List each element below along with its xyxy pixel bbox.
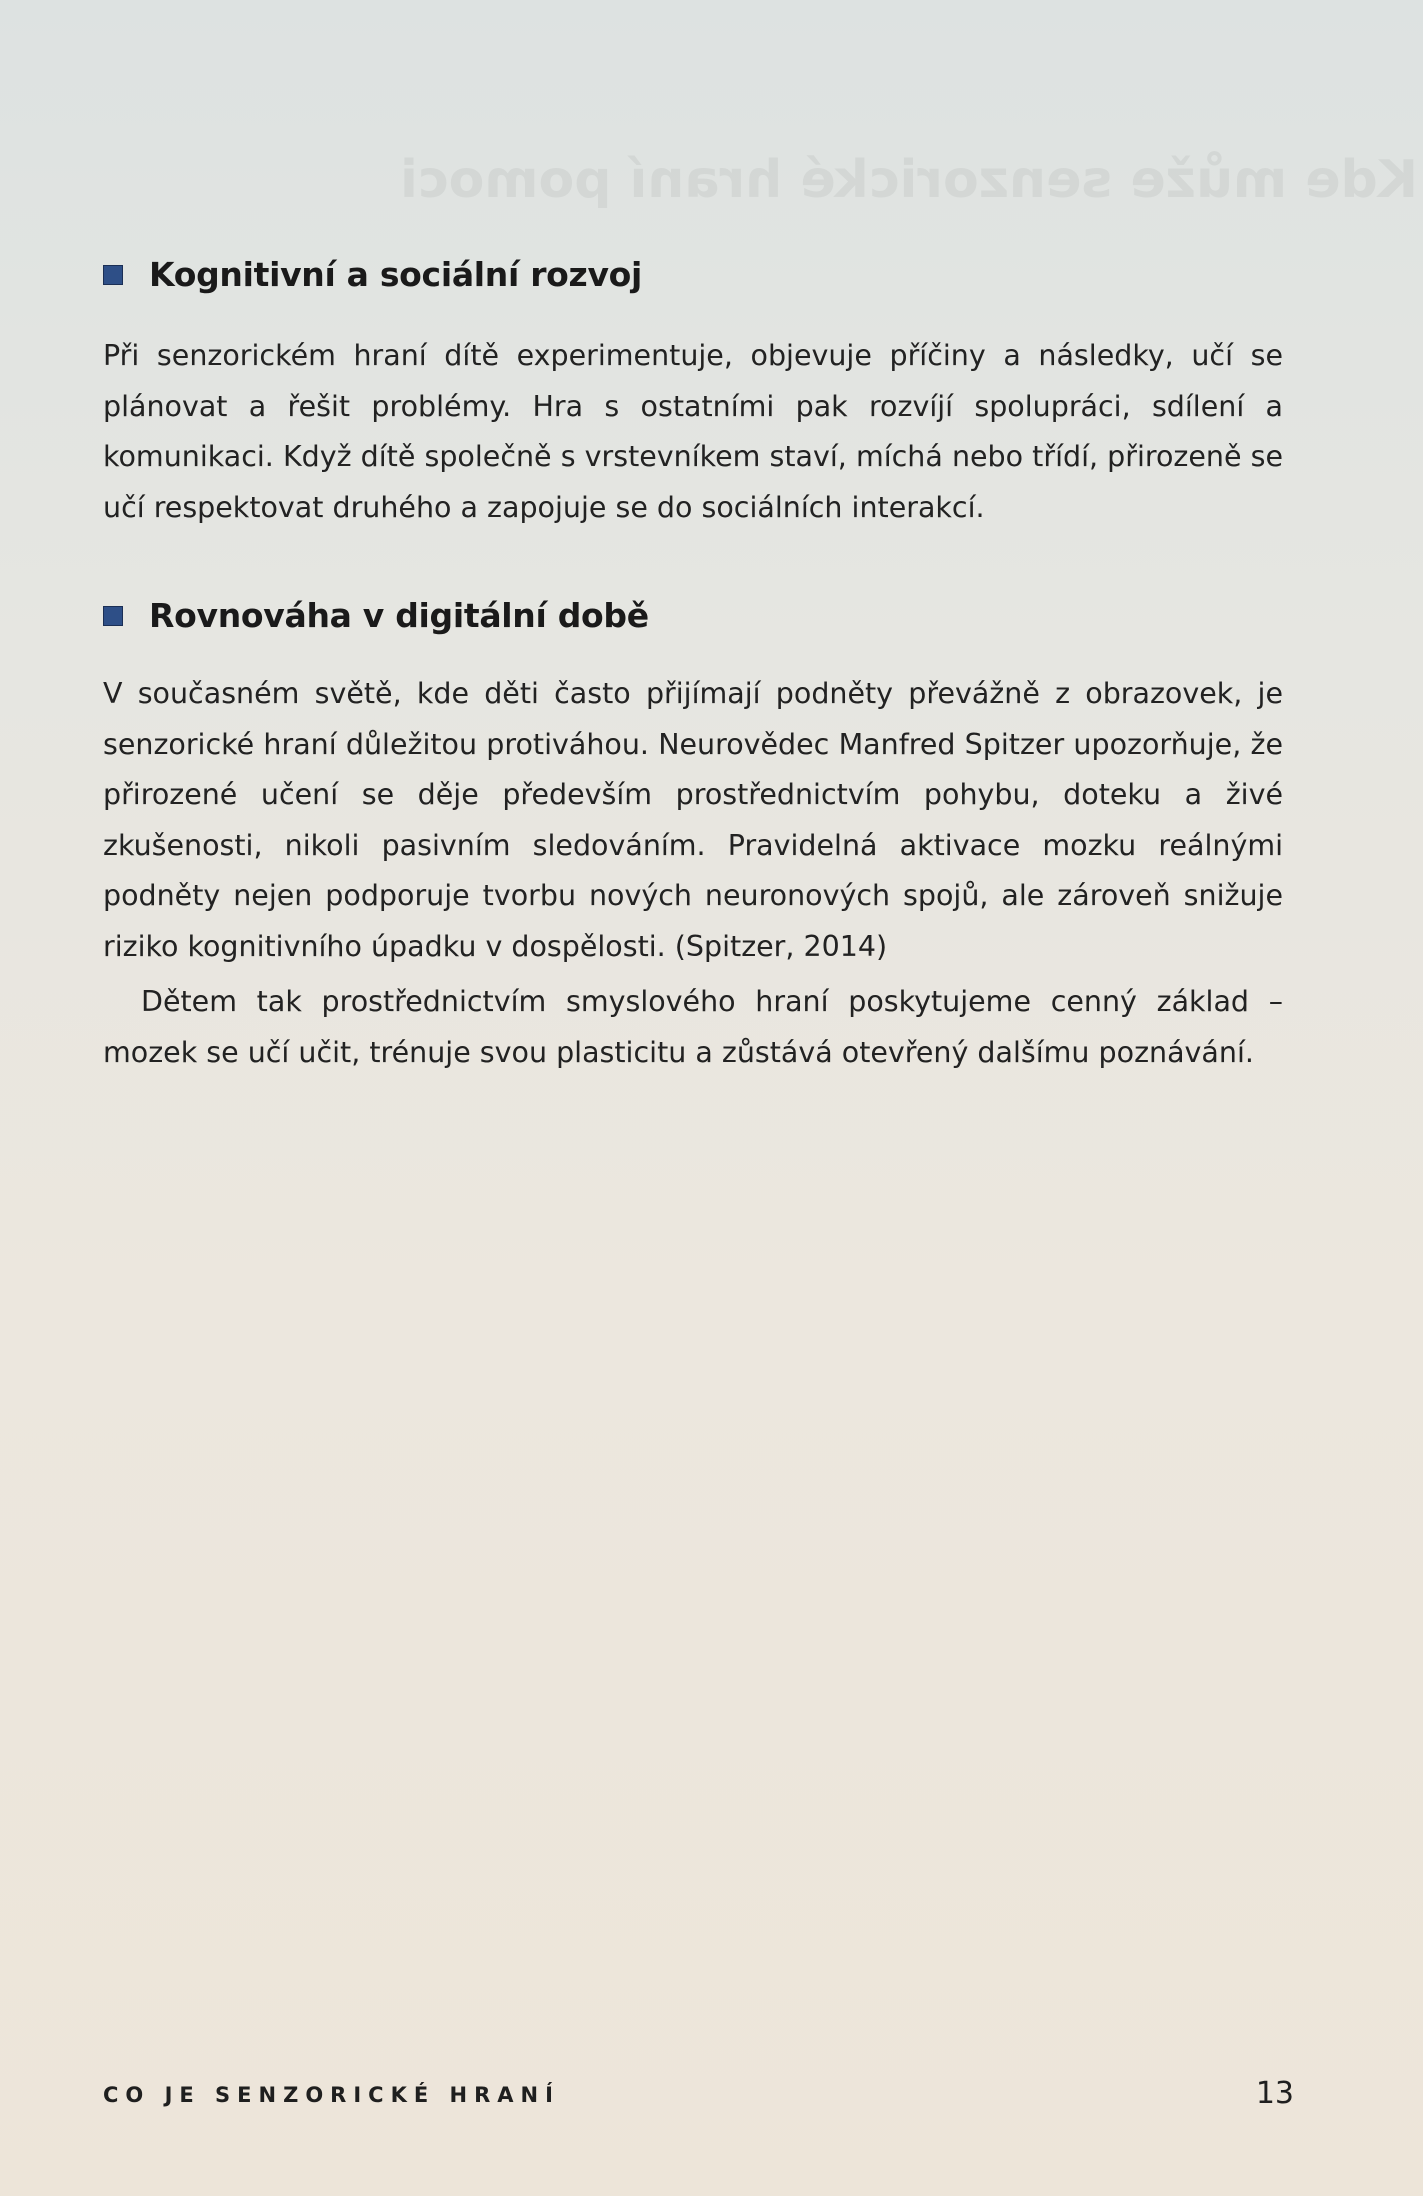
- square-bullet-icon: [103, 606, 123, 626]
- section-heading-text: Kognitivní a sociální rozvoj: [149, 255, 643, 294]
- section-heading-digital-balance: [103, 596, 649, 635]
- running-footer-title: CO JE SENZORICKÉ HRANÍ: [103, 2083, 560, 2107]
- section-heading-text: Rovnováha v digitální době: [149, 596, 649, 635]
- show-through-text: Kde může senzorické hraní pomoci: [400, 150, 1419, 210]
- body-paragraph: V současném světě, kde děti často přijímají podněty převážně z obrazovek, je senzorické hraní důležitou protiváhou. Neurovědec Manfred Spitzer upozorňuje, že přirozené učení se děje především prostřednictvím pohybu, doteku a živé zkušenosti, nikoli pasivním sledováním. Pravidelná aktivace mozku reálnými podněty nejen podporuje tvorbu nových neuronových spojů, ale zároveň snižuje riziko kognitivního úpadku v dospělosti. (Spitzer, 2014): [103, 677, 1283, 963]
- page-number: 13: [1255, 2076, 1294, 2111]
- section-heading-cognitive: [103, 255, 642, 294]
- body-paragraph: Při senzorickém hraní dítě experimentuje, objevuje příčiny a následky, učí se plánovat a řešit problémy. Hra s ostatními pak rozvíjí spolupráci, sdílení a komunikaci. Když dítě společně s vrstevníkem staví, míchá nebo třídí, přirozeně se učí respektovat druhého a zapojuje se do sociálních interakcí.: [103, 339, 1283, 524]
- square-bullet-icon: [103, 265, 123, 285]
- body-paragraph: Dětem tak prostřednictvím smyslového hraní poskytujeme cenný základ – mozek se učí učit, trénuje svou plasticitu a zůstává otevřený dalšímu poznávání.: [103, 985, 1283, 1069]
